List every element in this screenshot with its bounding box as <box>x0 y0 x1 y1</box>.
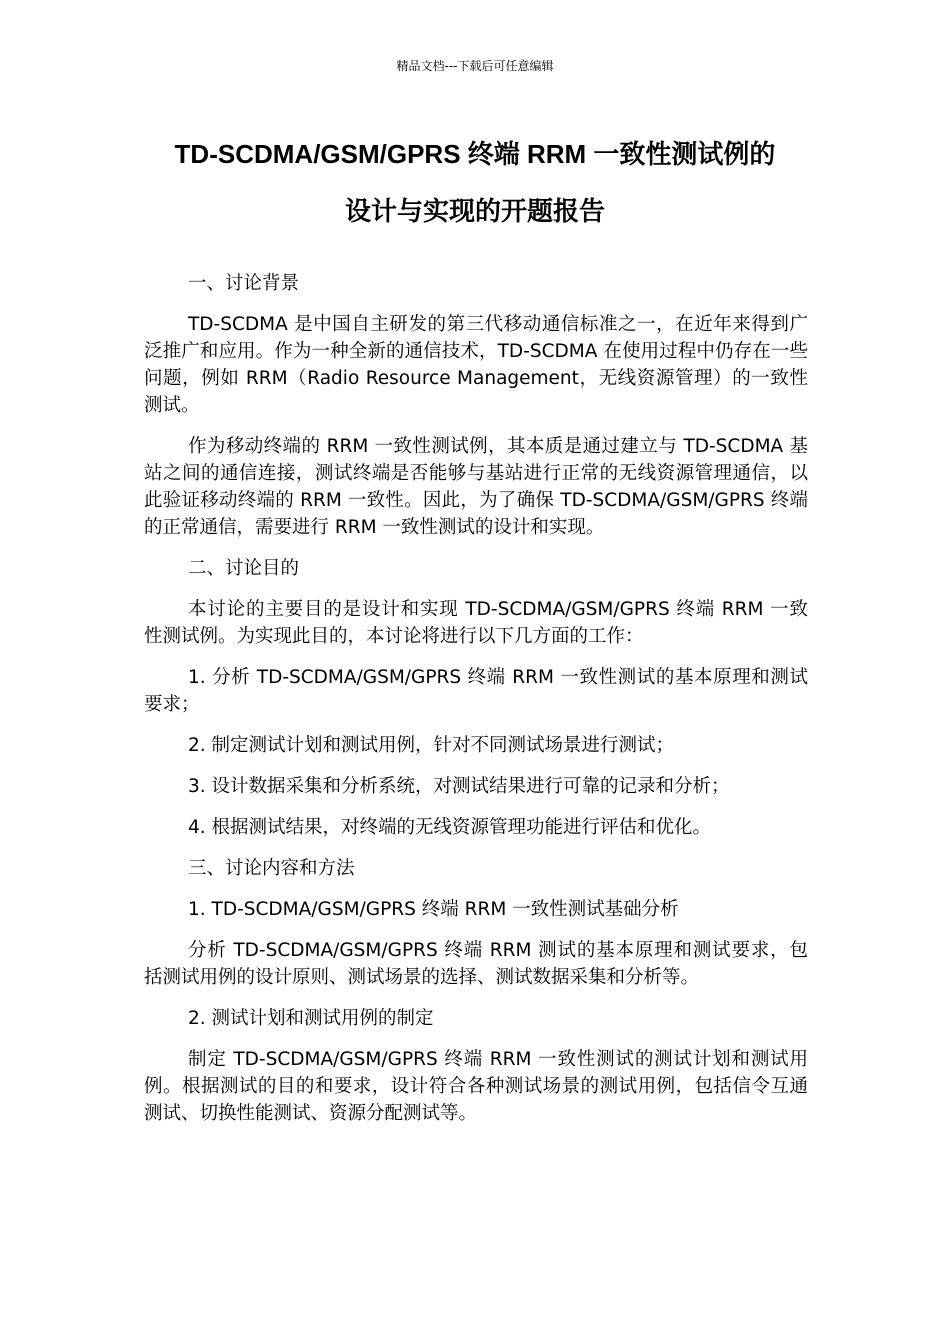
paragraph: TD-SCDMA 是中国自主研发的第三代移动通信标准之一，在近年来得到广泛推广和应用。作为一种全新的通信技术，TD-SCDMA 在使用过程中仍存在一些问题，例如 RRM（Radio Resource Management，无线资源管理）的一致性测试。 <box>144 314 808 416</box>
paragraph: 制定 TD-SCDMA/GSM/GPRS 终端 RRM 一致性测试的测试计划和测试用例。根据测试的目的和要求，设计符合各种测试场景的测试用例，包括信令互通测试、切换性能测试、资源分配测试等。 <box>144 1049 808 1124</box>
section-heading-background: 一、讨论背景 <box>188 273 300 294</box>
subsection-heading: 2. 测试计划和测试用例的制定 <box>188 1008 434 1029</box>
paragraph: 分析 TD-SCDMA/GSM/GPRS 终端 RRM 测试的基本原理和测试要求，包括测试用例的设计原则、测试场景的选择、测试数据采集和分析等。 <box>144 940 808 988</box>
header-note: 精品文档---下载后可任意编辑 <box>396 59 554 73</box>
section-heading-purpose: 二、讨论目的 <box>188 558 300 579</box>
paragraph: 作为移动终端的 RRM 一致性测试例，其本质是通过建立与 TD-SCDMA 基站之间的通信连接，测试终端是否能够与基站进行正常的无线资源管理通信，以此验证移动终端的 RRM 一致性。因此，为了确保 TD-SCDMA/GSM/GPRS 终端的正常通信，需要进行 RRM 一致性测试的设计和实现。 <box>144 436 808 538</box>
title-line-1: TD-SCDMA/GSM/GPRS 终端 RRM 一致性测试例的 <box>174 139 776 169</box>
list-item: 4. 根据测试结果，对终端的无线资源管理功能进行评估和优化。 <box>188 817 712 838</box>
title-line-2: 设计与实现的开题报告 <box>344 196 605 226</box>
paragraph: 本讨论的主要目的是设计和实现 TD-SCDMA/GSM/GPRS 终端 RRM 一致性测试例。为实现此目的，本讨论将进行以下几方面的工作： <box>144 599 808 647</box>
document-body <box>144 270 808 1141</box>
list-item: 2. 制定测试计划和测试用例，针对不同测试场景进行测试； <box>188 735 675 756</box>
list-item: 3. 设计数据采集和分析系统，对测试结果进行可靠的记录和分析； <box>188 776 730 797</box>
list-item: 1. 分析 TD-SCDMA/GSM/GPRS 终端 RRM 一致性测试的基本原理和测试要求； <box>144 667 808 715</box>
subsection-heading: 1. TD-SCDMA/GSM/GPRS 终端 RRM 一致性测试基础分析 <box>188 899 679 920</box>
document-title <box>120 126 830 240</box>
section-heading-content-method: 三、讨论内容和方法 <box>188 858 355 879</box>
